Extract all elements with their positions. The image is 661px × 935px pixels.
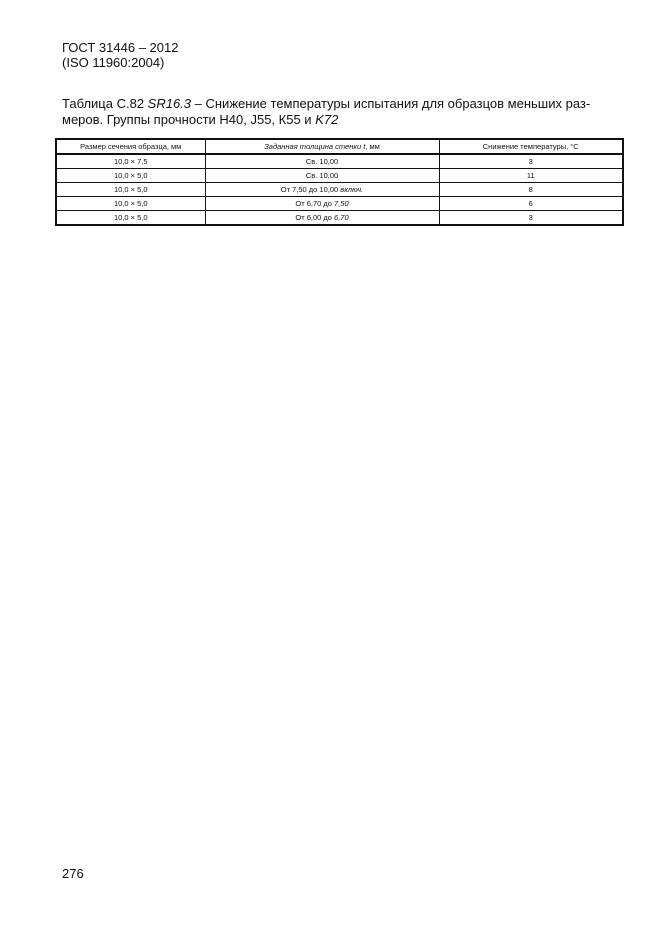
cell-thickness bbox=[205, 169, 439, 183]
standard-number: ГОСТ 31446 – 2012 bbox=[62, 40, 179, 55]
cell-reduction: 3 bbox=[439, 154, 623, 169]
cell-size: 10,0 × 5,0 bbox=[56, 169, 205, 183]
cell-size: 10,0 × 7,5 bbox=[56, 154, 205, 169]
header-reduction: Снижение температуры, °С bbox=[439, 139, 623, 154]
thickness-segment: Св. 10,00 bbox=[305, 171, 339, 180]
temperature-reduction-table bbox=[55, 138, 624, 226]
thickness-segment: От 6,70 до bbox=[295, 199, 335, 208]
thickness-segment: Св. 10,00 bbox=[305, 157, 339, 166]
cell-size: 10,0 × 5,0 bbox=[56, 211, 205, 226]
cell-reduction: 3 bbox=[439, 211, 623, 226]
caption-code: SR16.3 bbox=[147, 96, 192, 111]
table-row bbox=[56, 211, 623, 226]
thickness-segment: включ. bbox=[340, 185, 364, 194]
table-row bbox=[56, 197, 623, 211]
table-row bbox=[56, 183, 623, 197]
table-caption bbox=[62, 96, 622, 128]
cell-thickness bbox=[205, 197, 439, 211]
table-row bbox=[56, 169, 623, 183]
document-header bbox=[62, 40, 178, 70]
table-row bbox=[56, 154, 623, 169]
cell-size: 10,0 × 5,0 bbox=[56, 183, 205, 197]
thickness-segment: 7,50 bbox=[334, 199, 349, 208]
thickness-segment: 6,70 bbox=[334, 213, 349, 222]
page-number: 276 bbox=[62, 866, 84, 881]
cell-reduction: 8 bbox=[439, 183, 623, 197]
table-header-row bbox=[56, 139, 623, 154]
caption-grade: K72 bbox=[315, 112, 339, 127]
cell-thickness bbox=[205, 211, 439, 226]
header-thickness-var: t bbox=[363, 142, 366, 151]
header-size: Размер сечения образца, мм bbox=[56, 139, 205, 154]
header-thickness-label: Заданная толщина стенки bbox=[264, 142, 364, 151]
thickness-segment: От 7,50 до 10,00 bbox=[280, 185, 341, 194]
caption-prefix: Таблица С.82 bbox=[62, 96, 148, 111]
caption-text: – Снижение температуры испытания для образцов меньших раз-меров. Группы прочности Н40, J55, К55 и bbox=[62, 96, 591, 127]
cell-reduction: 6 bbox=[439, 197, 623, 211]
thickness-segment: От 6,00 до bbox=[295, 213, 335, 222]
cell-thickness bbox=[205, 183, 439, 197]
iso-reference: (ISO 11960:2004) bbox=[62, 55, 165, 70]
cell-reduction: 11 bbox=[439, 169, 623, 183]
header-thickness-unit: , мм bbox=[365, 142, 380, 151]
header-thickness bbox=[205, 139, 439, 154]
cell-thickness bbox=[205, 154, 439, 169]
cell-size: 10,0 × 5,0 bbox=[56, 197, 205, 211]
